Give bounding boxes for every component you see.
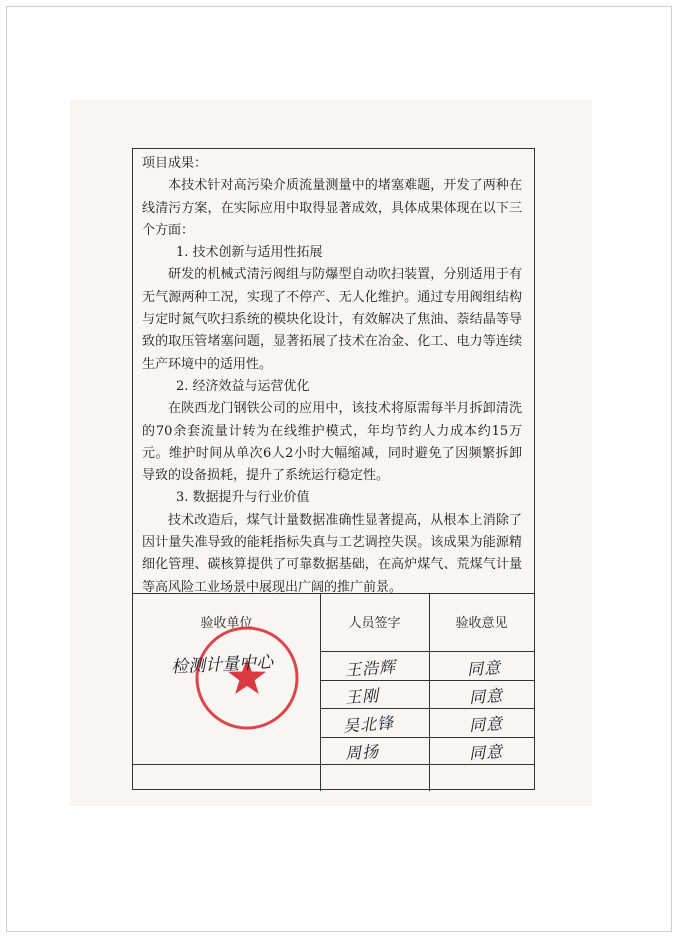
intro-paragraph: 本技术针对高污染介质流量测量中的堵塞难题，开发了两种在线清污方案，在实际应用中取得显著成效，具体成果体现在以下三个方面： bbox=[142, 178, 522, 238]
section-heading-2: 2. 经济效益与运营优化 bbox=[176, 378, 310, 394]
header-signature: 人员签字 bbox=[348, 616, 401, 631]
table-divider bbox=[133, 764, 534, 765]
document-frame bbox=[132, 148, 535, 790]
opinion-1: 同意 bbox=[466, 657, 502, 680]
header-opinion: 验收意见 bbox=[455, 616, 508, 631]
signature-3: 吴北锋 bbox=[342, 713, 395, 736]
section-body-1: 研发的机械式清污阀组与防爆型自动吹扫装置，分别适用于有无气源两种工况，实现了不停产、无人化维护。通过专用阀组结构与定时氮气吹扫系统的模块化设计，有效解决了焦油、萘结晶等导致的取压管堵塞问题，显著拓展了技术在冶金、化工、电力等连续生产环境中的适用性。 bbox=[142, 267, 522, 372]
signature-4: 周扬 bbox=[344, 741, 380, 764]
acceptance-unit-name: 检测计量中心 bbox=[170, 652, 274, 678]
section-heading-1: 1. 技术创新与适用性拓展 bbox=[176, 245, 323, 261]
opinion-4: 同意 bbox=[468, 741, 504, 764]
section-body-2: 在陕西龙门钢铁公司的应用中，该技术将原需每半月拆卸清洗的70余套流量计转为在线维护模式，年均节约人力成本约15万元。维护时间从单次6人2小时大幅缩减，同时避免了因频繁拆卸导致的设备损耗，提升了系统运行稳定性。 bbox=[142, 401, 522, 484]
project-results-text bbox=[133, 149, 534, 593]
section-body-3: 技术改造后，煤气计量数据准确性显著提高，从根本上消除了因计量失准导致的能耗指标失真与工艺调控失误。该成果为能源精细化管理、碳核算提供了可靠数据基础，在高炉煤气、荒煤气计量等高风险工业场景中展现出广阔的推广前景。 bbox=[142, 512, 522, 595]
section-heading-3: 3. 数据提升与行业价值 bbox=[176, 490, 310, 506]
section-title: 项目成果： bbox=[142, 156, 208, 171]
opinion-2: 同意 bbox=[468, 685, 504, 708]
official-seal bbox=[193, 624, 301, 732]
header-acceptance-unit: 验收单位 bbox=[200, 616, 253, 631]
opinion-3: 同意 bbox=[468, 713, 504, 736]
acceptance-table bbox=[133, 593, 534, 791]
table-divider bbox=[320, 651, 534, 652]
signature-1: 王浩辉 bbox=[344, 657, 397, 680]
signature-2: 王刚 bbox=[344, 685, 380, 708]
table-divider bbox=[320, 708, 534, 709]
